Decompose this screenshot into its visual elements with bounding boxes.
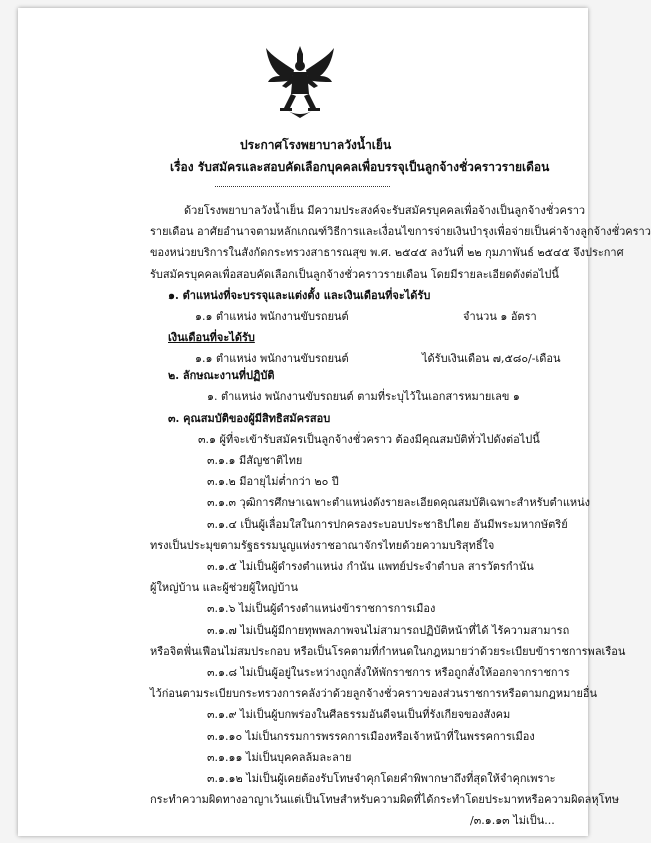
section-3-lead: ๓.๑ ผู้ที่จะเข้ารับสมัครเป็นลูกจ้างชั่วคราว ต้องมีคุณสมบัติทั่วไปดังต่อไปนี้	[198, 433, 540, 446]
intro-line-3: ของหน่วยบริการในสังกัดกระทรวงสาธารณสุข พ.ศ. ๒๕๔๕ ลงวันที่ ๒๒ กุมภาพันธ์ ๒๕๔๕ จึงประกาศ	[150, 246, 624, 259]
section-2-heading: ๒. ลักษณะงานที่ปฏิบัติ	[168, 369, 275, 382]
section-3-item-12a: ๓.๑.๑๒ ไม่เป็นผู้เคยต้องรับโทษจำคุกโดยคำพิพากษาถึงที่สุดให้จำคุกเพราะ	[207, 772, 556, 785]
salary-heading: เงินเดือนที่จะได้รับ	[168, 331, 255, 344]
section-3-item-1: ๓.๑.๑ มีสัญชาติไทย	[207, 454, 303, 467]
title-line-2: เรื่อง รับสมัครและสอบคัดเลือกบุคคลเพื่อบรรจุเป็นลูกจ้างชั่วคราวรายเดือน	[170, 160, 550, 174]
section-3-item-8b: ไว้ก่อนตามระเบียบกระทรวงการคลังว่าด้วยลูกจ้างชั่วคราวของส่วนราชการหรือตามกฎหมายอื่น	[150, 687, 598, 700]
title-divider	[215, 186, 390, 187]
section-3-heading: ๓. คุณสมบัติของผู้มีสิทธิสมัครสอบ	[168, 412, 331, 425]
section-3-item-12b: กระทำความผิดทางอาญาเว้นแต่เป็นโทษสำหรับความผิดที่ได้กระทำโดยประมาทหรือความผิดลหุโทษ	[150, 793, 620, 806]
section-1-item: ๑.๑ ตำแหน่ง พนักงานขับรถยนต์	[195, 310, 349, 323]
intro-line-4: รับสมัครบุคคลเพื่อสอบคัดเลือกเป็นลูกจ้างชั่วคราวรายเดือน โดยมีรายละเอียดดังต่อไปนี้	[150, 268, 559, 281]
intro-line-2: รายเดือน อาศัยอำนาจตามหลักเกณฑ์วิธีการและเงื่อนไขการจ่ายเงินบำรุงเพื่อจ่ายเป็นค่าจ้างลูกจ้างชั่วคราว	[150, 225, 651, 238]
section-3-item-6: ๓.๑.๖ ไม่เป็นผู้ดำรงตำแหน่งข้าราชการการเมือง	[207, 602, 436, 615]
salary-amount: ได้รับเงินเดือน ๗,๕๘๐/-เดือน	[422, 352, 561, 365]
section-3-item-7b: หรือจิตฟั่นเฟือนไม่สมประกอบ หรือเป็นโรคตามที่กำหนดในกฎหมายว่าด้วยระเบียบข้าราชการพลเรือน	[150, 645, 626, 658]
section-2-item: ๑. ตำแหน่ง พนักงานขับรถยนต์ ตามที่ระบุไว้ในเอกสารหมายเลข ๑	[207, 390, 520, 403]
garuda-emblem-icon	[264, 42, 336, 122]
section-3-item-4a: ๓.๑.๔ เป็นผู้เลื่อมใสในการปกครองระบอบประชาธิปไตย อันมีพระมหากษัตริย์	[207, 518, 568, 531]
section-1-heading: ๑. ตำแหน่งที่จะบรรจุและแต่งตั้ง และเงินเดือนที่จะได้รับ	[168, 289, 431, 302]
title-line-1: ประกาศโรงพยาบาลวังน้ำเย็น	[240, 138, 392, 152]
section-3-item-3: ๓.๑.๓ วุฒิการศึกษาเฉพาะตำแหน่งดังรายละเอียดคุณสมบัติเฉพาะสำหรับตำแหน่ง	[207, 496, 591, 509]
section-3-item-5b: ผู้ใหญ่บ้าน และผู้ช่วยผู้ใหญ่บ้าน	[150, 581, 299, 594]
document-page	[18, 8, 651, 836]
section-3-item-4b: ทรงเป็นประมุขตามรัฐธรรมนูญแห่งราชอาณาจักรไทยด้วยความบริสุทธิ์ใจ	[150, 539, 495, 552]
section-3-item-2: ๓.๑.๒ มีอายุไม่ต่ำกว่า ๒๐ ปี	[207, 475, 339, 488]
section-3-item-10: ๓.๑.๑๐ ไม่เป็นกรรมการพรรคการเมืองหรือเจ้าหน้าที่ในพรรคการเมือง	[207, 730, 535, 743]
intro-line-1: ด้วยโรงพยาบาลวังน้ำเย็น มีความประสงค์จะรับสมัครบุคคลเพื่อจ้างเป็นลูกจ้างชั่วคราว	[184, 204, 586, 217]
section-3-item-8a: ๓.๑.๘ ไม่เป็นผู้อยู่ในระหว่างถูกสั่งให้พักราชการ หรือถูกสั่งให้ออกจากราชการ	[207, 666, 570, 679]
continuation-note: /๓.๑.๑๓ ไม่เป็น...	[470, 814, 555, 827]
section-3-item-7a: ๓.๑.๗ ไม่เป็นผู้มีกายทุพพลภาพจนไม่สามารถปฏิบัติหน้าที่ได้ ไร้ความสามารถ	[207, 624, 570, 637]
salary-item: ๑.๑ ตำแหน่ง พนักงานขับรถยนต์	[195, 352, 349, 365]
section-1-count: จำนวน ๑ อัตรา	[463, 310, 537, 323]
section-3-item-5a: ๓.๑.๕ ไม่เป็นผู้ดำรงตำแหน่ง กำนัน แพทย์ประจำตำบล สารวัตรกำนัน	[207, 560, 534, 573]
section-3-item-9: ๓.๑.๙ ไม่เป็นผู้บกพร่องในศีลธรรมอันดีจนเป็นที่รังเกียจของสังคม	[207, 708, 511, 721]
section-3-item-11: ๓.๑.๑๑ ไม่เป็นบุคคลล้มละลาย	[207, 751, 352, 764]
